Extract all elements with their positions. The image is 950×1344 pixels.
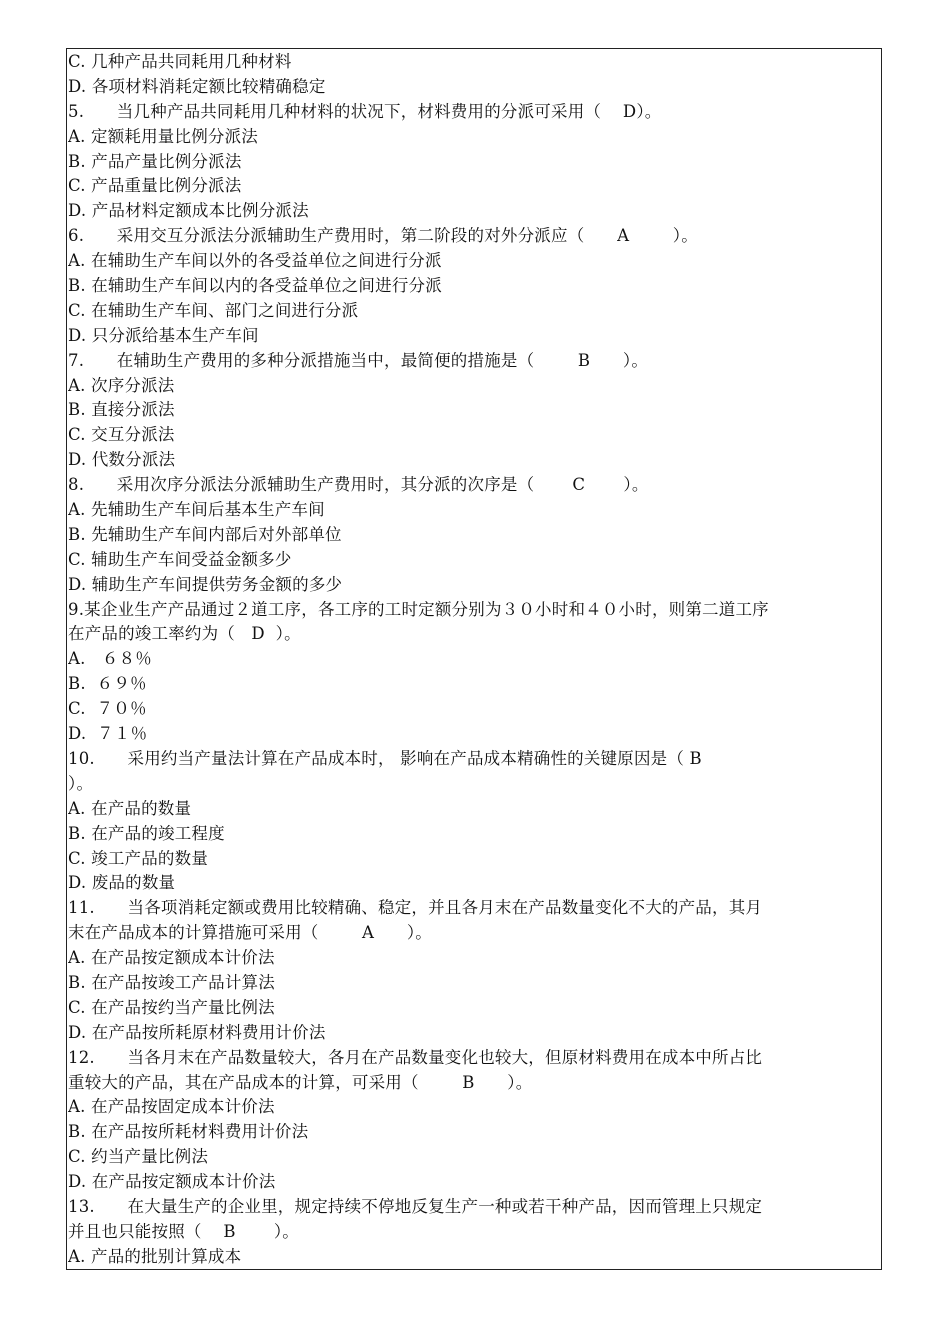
option-line: B. 先辅助生产车间内部后对外部单位 (68, 524, 342, 544)
question-line: 在产品的竣工率约为（ D ）。 (68, 624, 301, 644)
option-line: A. 在辅助生产车间以外的各受益单位之间进行分派 (68, 251, 442, 271)
option-line: A. ６８％ (68, 649, 152, 669)
option-line: D. 在产品按所耗原材料费用计价法 (68, 1022, 326, 1042)
option-line: B. 在产品的竣工程度 (68, 823, 225, 843)
option-line: D. 废品的数量 (68, 873, 176, 893)
option-line: D. ７１％ (68, 724, 148, 744)
option-line: D. 各项材料消耗定额比较精确稳定 (68, 76, 326, 96)
option-line: C. 竣工产品的数量 (68, 848, 209, 868)
option-line: B. 直接分派法 (68, 400, 175, 420)
question-line: ）。 (68, 773, 94, 793)
question-line: 并且也只能按照（ B ）。 (68, 1221, 299, 1241)
option-line: C. 辅助生产车间受益金额多少 (68, 549, 292, 569)
option-line: B. 产品产量比例分派法 (68, 151, 242, 171)
document-body (68, 50, 876, 1270)
question-line: 7. 在辅助生产费用的多种分派措施当中，最简便的措施是（ B ）。 (68, 350, 649, 370)
option-line: C. ７０％ (68, 699, 147, 719)
question-line: 5. 当几种产品共同耗用几种材料的状况下，材料费用的分派可采用（ D）。 (68, 101, 662, 121)
option-line: C. 在辅助生产车间、部门之间进行分派 (68, 300, 359, 320)
question-line: 13. 在大量生产的企业里，规定持续不停地反复生产一种或若干种产品，因而管理上只规定 (68, 1196, 763, 1216)
option-line: D. 辅助生产车间提供劳务金额的多少 (68, 574, 343, 594)
option-line: A. 产品的批别计算成本 (68, 1246, 242, 1266)
option-line: B. 在产品按所耗材料费用计价法 (68, 1122, 309, 1142)
option-line: A. 在产品按固定成本计价法 (68, 1097, 275, 1117)
question-line: 重较大的产品，其在产品成本的计算，可采用（ B ）。 (68, 1072, 533, 1092)
question-line: 末在产品成本的计算措施可采用（ A ）。 (68, 923, 432, 943)
option-line: A. 定额耗用量比例分派法 (68, 126, 259, 146)
question-line: 9.某企业生产产品通过２道工序，各工序的工时定额分别为３０小时和４０小时，则第二道工序 (68, 599, 769, 619)
option-line: D. 产品材料定额成本比例分派法 (68, 201, 309, 221)
question-line: 12. 当各月末在产品数量较大，各月在产品数量变化也较大，但原材料费用在成本中所占比 (68, 1047, 763, 1067)
option-line: A. 在产品的数量 (68, 798, 192, 818)
option-line: C. 交互分派法 (68, 425, 175, 445)
option-line: C. 产品重量比例分派法 (68, 176, 242, 196)
question-line: 10. 采用约当产量法计算在产品成本时， 影响在产品成本精确性的关键原因是（ B (68, 748, 702, 768)
option-line: C. 在产品按约当产量比例法 (68, 997, 275, 1017)
option-line: A. 在产品按定额成本计价法 (68, 948, 275, 968)
option-line: C. 约当产量比例法 (68, 1147, 209, 1167)
option-line: C. 几种产品共同耗用几种材料 (68, 52, 292, 71)
option-line: A. 先辅助生产车间后基本生产车间 (68, 500, 325, 520)
question-line: 6. 采用交互分派法分派辅助生产费用时，第二阶段的对外分派应（ A ）。 (68, 226, 698, 246)
option-line: D. 只分派给基本生产车间 (68, 325, 259, 345)
question-line: 8. 采用次序分派法分派辅助生产费用时，其分派的次序是（ C ）。 (68, 475, 649, 495)
option-line: B. ６９％ (68, 674, 147, 694)
option-line: A. 次序分派法 (68, 375, 175, 395)
option-line: D. 代数分派法 (68, 450, 176, 470)
option-line: B. 在辅助生产车间以内的各受益单位之间进行分派 (68, 276, 442, 296)
option-line: B. 在产品按竣工产品计算法 (68, 972, 275, 992)
option-line: D. 在产品按定额成本计价法 (68, 1172, 276, 1192)
question-line: 11. 当各项消耗定额或费用比较精确、稳定，并且各月末在产品数量变化不大的产品，其月 (68, 898, 763, 918)
